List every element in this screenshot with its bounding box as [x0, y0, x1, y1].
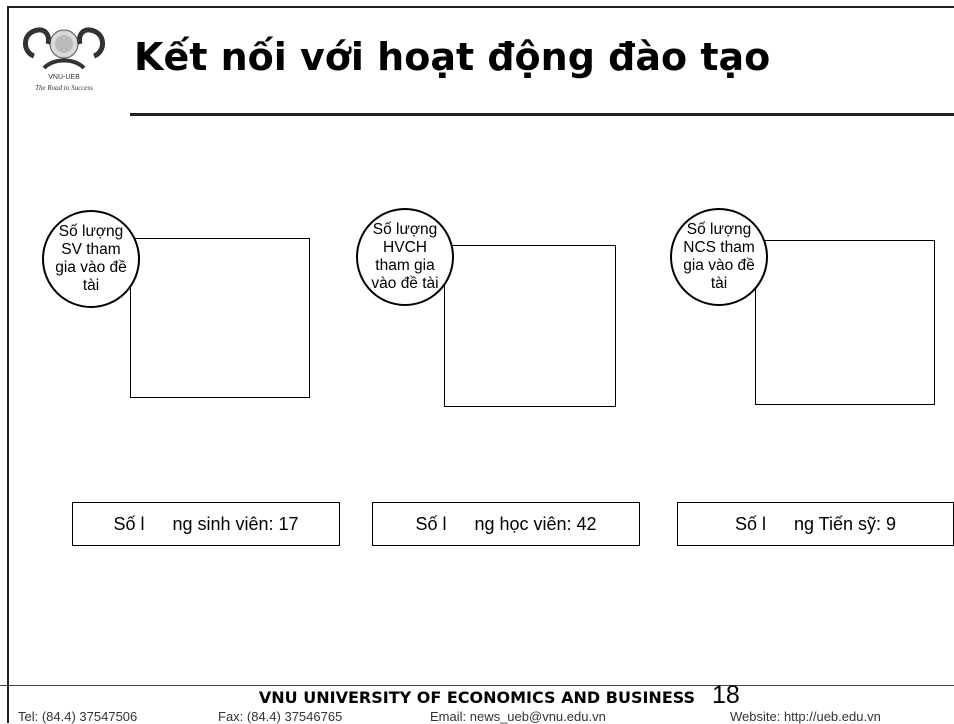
- count-phd-prefix: Số l: [734, 513, 766, 534]
- footer-tel: Tel: (84.4) 37547506: [18, 709, 138, 724]
- circle-masters: Số lượng HVCH tham gia vào đề tài: [356, 208, 454, 306]
- footer-website: Website: http://ueb.edu.vn: [730, 709, 881, 724]
- count-students: [72, 502, 340, 546]
- footer-fax: Fax: (84.4) 37546765: [218, 709, 343, 724]
- footer-email: Email: news_ueb@vnu.edu.vn: [430, 709, 606, 724]
- circle-students: Số lượng SV tham gia vào đề tài: [42, 210, 140, 308]
- count-students-value: ng sinh viên: 17: [172, 513, 299, 534]
- count-masters-value: ng học viên: 42: [474, 513, 597, 534]
- logo-tagline: The Road to Success: [35, 84, 93, 92]
- count-masters: [372, 502, 640, 546]
- logo-emblem-icon: [14, 22, 114, 76]
- logo-text: VNU-UEB: [48, 74, 80, 81]
- footer-divider: [0, 685, 954, 686]
- count-students-prefix: Số l: [113, 513, 145, 534]
- requirement-box-phd: [755, 240, 935, 405]
- count-phd-value: ng Tiến sỹ: 9: [793, 513, 897, 534]
- title-underline: [130, 113, 954, 116]
- page-number: 18: [712, 681, 740, 709]
- count-masters-prefix: Số l: [415, 513, 447, 534]
- requirement-box-students: [130, 238, 310, 398]
- slide-title: Kết nối với hoạt động đào tạo: [134, 35, 771, 79]
- circle-phd: Số lượng NCS tham gia vào đề tài: [670, 208, 768, 306]
- count-phd: [677, 502, 954, 546]
- university-logo: [14, 22, 114, 102]
- footer-title: VNU UNIVERSITY OF ECONOMICS AND BUSINESS: [258, 688, 696, 707]
- requirement-box-masters: [444, 245, 616, 407]
